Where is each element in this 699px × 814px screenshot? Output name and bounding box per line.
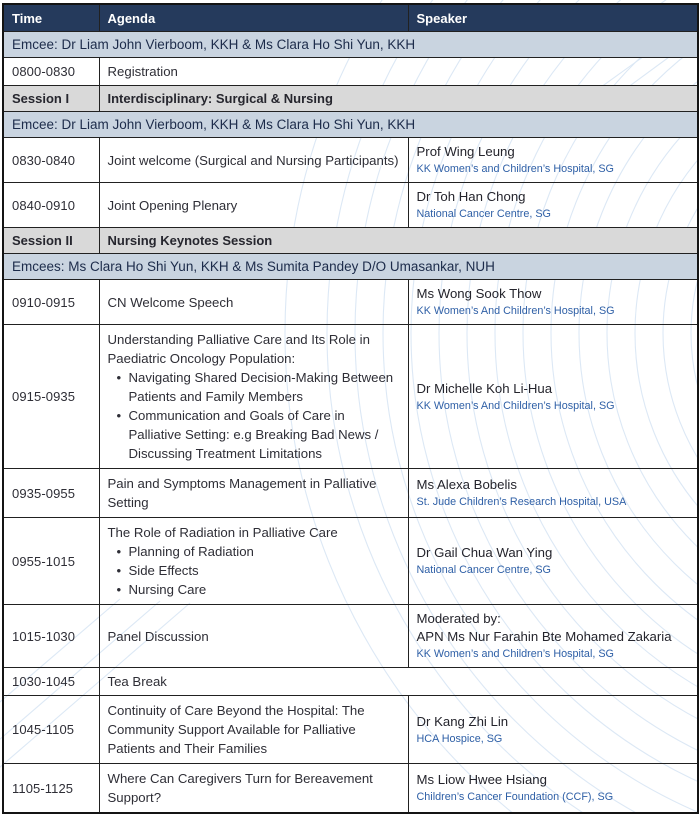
- emcee-text: Emcees: Ms Clara Ho Shi Yun, KKH & Ms Sumita Pandey D/O Umasankar, NUH: [3, 254, 698, 280]
- time-cell: 0800-0830: [3, 58, 99, 86]
- time-cell: 1045-1105: [3, 696, 99, 764]
- agenda-text: Continuity of Care Beyond the Hospital: The Community Support Available for Palliative Patients and Their Families: [107, 703, 365, 756]
- table-row: [3, 32, 698, 58]
- speaker-name: Ms Wong Sook Thow: [416, 286, 542, 301]
- session-label: Session I: [3, 86, 99, 112]
- table-row: [3, 58, 698, 86]
- speaker-affiliation: KK Women’s and Children’s Hospital, SG: [416, 163, 614, 175]
- speaker-affiliation: KK Women’s And Children’s Hospital, SG: [416, 305, 615, 317]
- agenda-text: Panel Discussion: [107, 628, 209, 644]
- table-row: [3, 696, 698, 764]
- agenda-bullet: • Navigating Shared Decision-Making Between Patients and Family Members: [114, 368, 400, 406]
- speaker-affiliation: KK Women’s and Children’s Hospital, SG: [416, 648, 614, 660]
- agenda-cell: [99, 469, 408, 518]
- table-row: [3, 469, 698, 518]
- speaker-affiliation: HCA Hospice, SG: [416, 732, 503, 745]
- speaker-cell: [408, 764, 698, 814]
- agenda-cell: [99, 696, 408, 764]
- speaker-affiliation: KK Women’s And Children’s Hospital, SG: [416, 399, 615, 412]
- agenda-cell: [99, 183, 408, 228]
- speaker-affiliation: Children’s Cancer Foundation (CCF), SG: [416, 791, 614, 803]
- session-label: Session II: [3, 228, 99, 254]
- time-cell: 1105-1125: [3, 764, 99, 814]
- agenda-text: Pain and Symptoms Management in Palliative Setting: [107, 476, 377, 510]
- session-title: Interdisciplinary: Surgical & Nursing: [99, 86, 698, 112]
- agenda-text: Understanding Palliative Care and Its Role in Paediatric Oncology Population:: [107, 332, 370, 366]
- agenda-table: [2, 3, 699, 814]
- agenda-bullet-list: [108, 368, 400, 463]
- session-title: Nursing Keynotes Session: [99, 228, 698, 254]
- speaker-cell: [408, 696, 698, 764]
- column-header-agenda: Agenda: [99, 4, 408, 32]
- time-cell: 1030-1045: [3, 668, 99, 696]
- table-row: [3, 280, 698, 325]
- speaker-cell: [408, 325, 698, 469]
- speaker-name: Ms Alexa Bobelis: [416, 477, 517, 492]
- emcee-text: Emcee: Dr Liam John Vierboom, KKH & Ms Clara Ho Shi Yun, KKH: [3, 32, 698, 58]
- agenda-text: Joint Opening Plenary: [107, 197, 238, 213]
- speaker-prefix: Moderated by:: [416, 611, 501, 626]
- agenda-table-body: [3, 32, 698, 814]
- speaker-affiliation: National Cancer Centre, SG: [416, 564, 551, 576]
- agenda-cell: [99, 138, 408, 183]
- speaker-cell: [408, 138, 698, 183]
- speaker-cell: [408, 518, 698, 605]
- time-cell: 0830-0840: [3, 138, 99, 183]
- table-row: [3, 764, 698, 814]
- agenda-bullet-list: [108, 542, 400, 599]
- table-row: [3, 228, 698, 254]
- speaker-affiliation: National Cancer Centre, SG: [416, 208, 551, 220]
- table-row: [3, 668, 698, 696]
- agenda-cell: [99, 325, 408, 469]
- speaker-name: Dr Kang Zhi Lin: [416, 713, 509, 729]
- speaker-name: APN Ms Nur Farahin Bte Mohamed Zakaria: [416, 629, 672, 644]
- table-row: [3, 183, 698, 228]
- agenda-text: Registration: [107, 64, 178, 79]
- table-row: [3, 86, 698, 112]
- agenda-text: Joint welcome (Surgical and Nursing Participants): [107, 152, 399, 168]
- agenda-bullet: • Side Effects: [114, 561, 400, 580]
- agenda-text: Tea Break: [107, 674, 167, 689]
- speaker-affiliation: St. Jude Children’s Research Hospital, USA: [416, 496, 627, 508]
- speaker-name: Dr Michelle Koh Li-Hua: [416, 380, 553, 396]
- column-header-time: Time: [3, 4, 99, 32]
- table-row: [3, 112, 698, 138]
- speaker-cell: [408, 183, 698, 228]
- agenda-bullet: • Planning of Radiation: [114, 542, 400, 561]
- table-row: [3, 518, 698, 605]
- agenda-text: CN Welcome Speech: [107, 294, 234, 310]
- agenda-cell: [99, 518, 408, 605]
- agenda-text: The Role of Radiation in Palliative Care: [107, 525, 338, 540]
- time-cell: 0840-0910: [3, 183, 99, 228]
- time-cell: 0915-0935: [3, 325, 99, 469]
- column-header-speaker: Speaker: [408, 4, 698, 32]
- table-row: [3, 254, 698, 280]
- agenda-bullet: • Communication and Goals of Care in Palliative Setting: e.g Breaking Bad News / Discussing Treatment Limitations: [114, 406, 400, 463]
- agenda-cell: [99, 280, 408, 325]
- speaker-name: Prof Wing Leung: [416, 144, 515, 159]
- time-cell: 1015-1030: [3, 605, 99, 668]
- time-cell: 0935-0955: [3, 469, 99, 518]
- agenda-cell: [99, 605, 408, 668]
- speaker-name: Dr Gail Chua Wan Ying: [416, 545, 553, 560]
- agenda-cell: [99, 668, 698, 696]
- speaker-name: Dr Toh Han Chong: [416, 189, 526, 204]
- speaker-cell: [408, 469, 698, 518]
- time-cell: 0910-0915: [3, 280, 99, 325]
- agenda-text: Where Can Caregivers Turn for Bereavement Support?: [107, 771, 373, 805]
- emcee-text: Emcee: Dr Liam John Vierboom, KKH & Ms Clara Ho Shi Yun, KKH: [3, 112, 698, 138]
- table-row: [3, 325, 698, 469]
- agenda-table-header: [3, 4, 698, 32]
- header-row: [3, 4, 698, 32]
- speaker-name: Ms Liow Hwee Hsiang: [416, 772, 547, 787]
- agenda-bullet: • Nursing Care: [114, 580, 400, 599]
- table-row: [3, 605, 698, 668]
- time-cell: 0955-1015: [3, 518, 99, 605]
- speaker-cell: [408, 605, 698, 668]
- agenda-page: [0, 3, 699, 805]
- agenda-cell: [99, 58, 698, 86]
- agenda-cell: [99, 764, 408, 814]
- speaker-cell: [408, 280, 698, 325]
- table-row: [3, 138, 698, 183]
